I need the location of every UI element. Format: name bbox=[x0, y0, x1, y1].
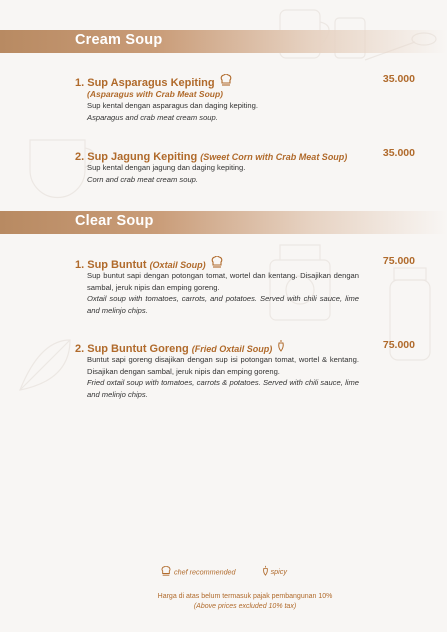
item-description-id: Sup kental dengan jagung dan daging kepiting. bbox=[87, 163, 246, 172]
item-description-id: Sup buntut sapi dengan potongan tomat, wortel dan kentang. Disajikan dengan sambal, jeruk nipis dan emping goreng. bbox=[87, 271, 359, 292]
tax-note-en: (Above prices excluded 10% tax) bbox=[193, 603, 297, 610]
item-description-en: Oxtail soup with tomatoes, carrots, and potatoes. Served with chili sauce, lime and melinjo chips. bbox=[87, 294, 359, 315]
item-description-en: Asparagus and crab meat cream soup. bbox=[87, 112, 218, 122]
chili-icon bbox=[262, 565, 269, 578]
item-description-en: Corn and crab meat cream soup. bbox=[87, 174, 199, 184]
section-banner-cream-soup bbox=[0, 30, 447, 53]
section-title: Cream Soup bbox=[75, 32, 163, 48]
legend-label: chef recommended bbox=[174, 567, 236, 576]
menu-item-asparagus-crab-soup bbox=[75, 73, 415, 123]
item-description-en: Fried oxtail soup with tomatoes, carrots & potatoes. Served with chili sauce, lime and melinjo chips. bbox=[87, 378, 359, 399]
item-title: 1. Sup Asparagus Kepiting bbox=[75, 77, 215, 90]
item-description bbox=[87, 354, 359, 400]
chili-icon bbox=[277, 339, 285, 357]
item-title bbox=[75, 343, 272, 355]
item-title-en: (Fried Oxtail Soup) bbox=[191, 344, 273, 355]
item-title bbox=[75, 151, 347, 163]
item-title bbox=[75, 259, 206, 271]
item-description bbox=[87, 270, 359, 316]
item-description-id: Sup kental dengan asparagus dan daging kepiting. bbox=[87, 101, 258, 110]
item-title-id: 2. Sup Buntut Goreng bbox=[75, 343, 189, 356]
item-description bbox=[87, 162, 359, 185]
legend-spicy bbox=[262, 565, 287, 578]
legend-chef-recommended bbox=[160, 566, 236, 578]
item-price: 75.000 bbox=[382, 255, 415, 267]
section-banner-clear-soup bbox=[0, 211, 447, 234]
item-description-id: Buntut sapi goreng disajikan dengan sup isi potongan tomat, wortel & kentang. Disajikan dengan sambal, jeruk nipis dan emping goreng. bbox=[87, 355, 359, 376]
item-title-en: (Oxtail Soup) bbox=[149, 260, 206, 271]
item-title-en: (Sweet Corn with Crab Meat Soup) bbox=[200, 152, 348, 162]
menu-item-corn-crab-soup bbox=[75, 147, 415, 185]
section-title: Clear Soup bbox=[75, 213, 154, 229]
legend bbox=[0, 565, 447, 578]
chef-hat-icon bbox=[160, 566, 172, 578]
item-price: 75.000 bbox=[382, 339, 415, 351]
menu-item-oxtail-soup bbox=[75, 255, 415, 316]
item-description bbox=[87, 100, 359, 123]
item-price: 35.000 bbox=[382, 73, 415, 85]
legend-label: spicy bbox=[270, 567, 287, 576]
chef-hat-icon bbox=[219, 73, 233, 91]
tax-note-id: Harga di atas belum termasuk pajak pembangunan 10% bbox=[157, 593, 333, 600]
chef-hat-icon bbox=[210, 255, 224, 273]
item-title-id: 1. Sup Buntut bbox=[75, 259, 147, 272]
item-price: 35.000 bbox=[382, 147, 415, 159]
tax-footnote bbox=[0, 592, 447, 612]
item-title-id: 2. Sup Jagung Kepiting bbox=[75, 151, 198, 163]
background-doodle-leaf bbox=[10, 330, 80, 400]
menu-item-fried-oxtail-soup bbox=[75, 339, 415, 400]
item-subtitle-en: (Asparagus with Crab Meat Soup) bbox=[87, 89, 224, 99]
